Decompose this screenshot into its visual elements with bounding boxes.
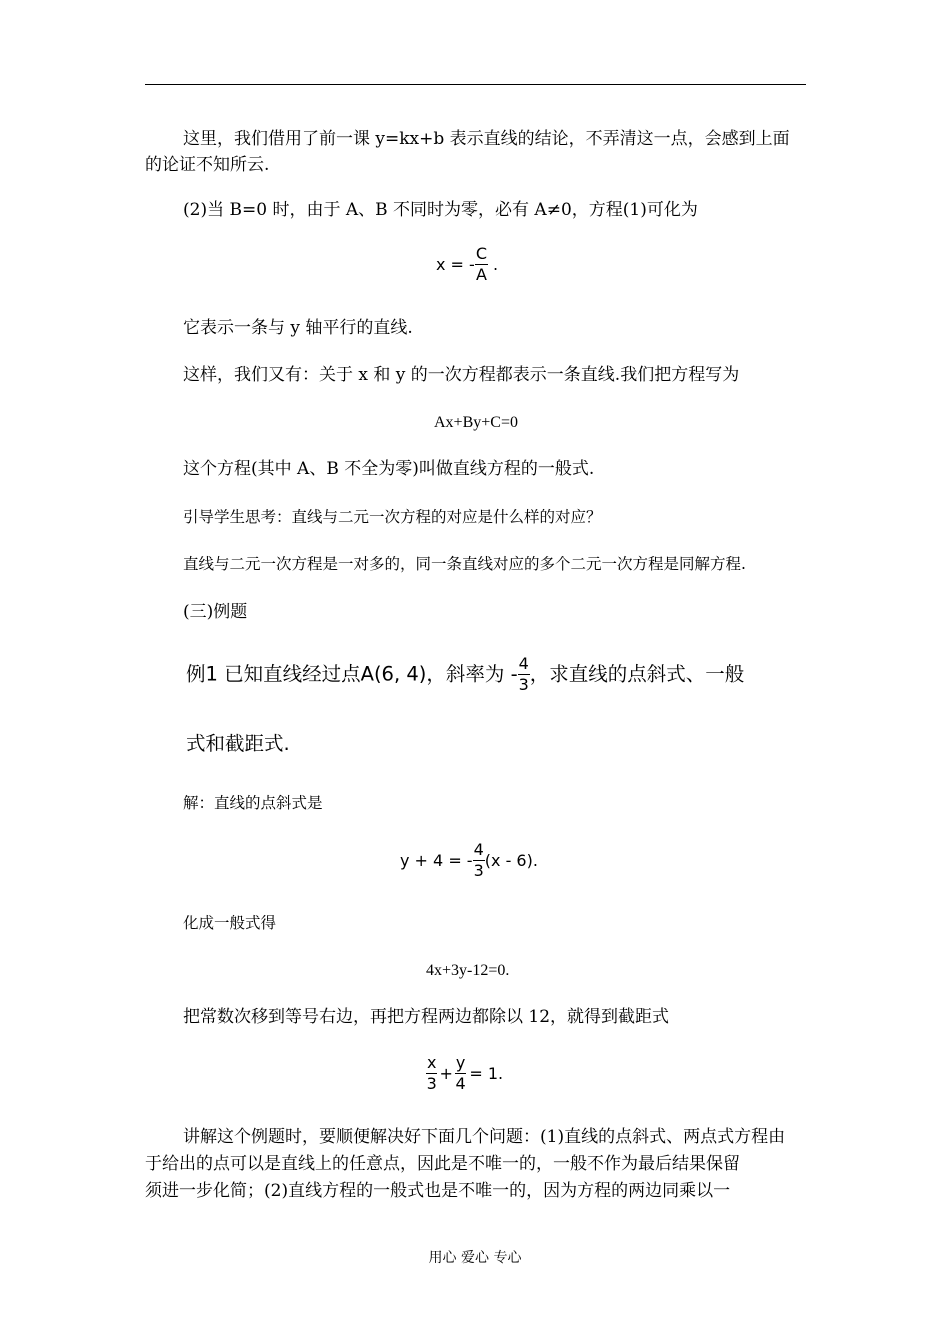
para3: 它表示一条与 y 轴平行的直线. xyxy=(183,318,413,338)
para6: 引导学生思考：直线与二元一次方程的对应是什么样的对应？ xyxy=(183,508,602,526)
para1-line2: 的论证不知所云. xyxy=(145,155,270,175)
para8-line3: 须进一步化简；(2)直线方程的一般式也是不唯一的，因为方程的两边同乘以一 xyxy=(145,1181,731,1201)
numerator: y xyxy=(455,1053,466,1072)
solution-step2: 化成一般式得 xyxy=(183,914,277,932)
example-1-line2: 式和截距式. xyxy=(186,732,290,755)
general-equation: Ax+By+C=0 xyxy=(434,414,518,431)
section-heading: (三)例题 xyxy=(183,602,248,622)
intercept-equation xyxy=(426,1055,503,1092)
para4: 这样，我们又有：关于 x 和 y 的一次方程都表示一条直线.我们把方程写为 xyxy=(183,365,740,385)
fraction-y-over-4 xyxy=(455,1055,466,1092)
solution-intro: 解：直线的点斜式是 xyxy=(183,794,323,812)
numerator: 4 xyxy=(473,840,484,859)
point-slope-lhs: y + 4 = - xyxy=(400,851,473,870)
para1-line1: 这里，我们借用了前一课 y=kx+b 表示直线的结论，不弄清这一点，会感到上面 xyxy=(183,129,790,149)
fraction-4-over-3 xyxy=(473,842,485,879)
numerator: C xyxy=(475,244,487,263)
solution-step3: 把常数次移到等号右边，再把方程两边都除以 12，就得到截距式 xyxy=(183,1007,670,1027)
denominator: 3 xyxy=(473,861,484,880)
numerator: x xyxy=(427,1053,437,1072)
example-1-line1 xyxy=(186,656,744,693)
header-rule xyxy=(145,84,806,85)
para8-line2: 于给出的点可以是直线上的任意点，因此是不唯一的，一般不作为最后结果保留 xyxy=(145,1154,740,1174)
point-slope-tail: (x - 6). xyxy=(484,851,538,870)
numerator: 4 xyxy=(518,654,529,673)
example-suffix: ，求直线的点斜式、一般 xyxy=(529,662,745,686)
denominator: 3 xyxy=(426,1074,437,1093)
fraction-c-over-a xyxy=(475,246,488,283)
denominator: 4 xyxy=(455,1074,466,1093)
example-prefix: 例1 已知直线经过点A(6, 4)，斜率为 - xyxy=(186,662,518,686)
denominator: A xyxy=(475,265,487,284)
para5: 这个方程(其中 A、B 不全为零)叫做直线方程的一般式. xyxy=(183,459,595,479)
point-slope-equation xyxy=(400,842,538,879)
general-form-result: 4x+3y-12=0. xyxy=(426,962,510,979)
para8-line1: 讲解这个例题时，要顺便解决好下面几个问题：(1)直线的点斜式、两点式方程由 xyxy=(183,1127,786,1147)
para7: 直线与二元一次方程是一对多的，同一条直线对应的多个二元一次方程是同解方程. xyxy=(183,555,746,573)
equation-x xyxy=(436,246,498,283)
fraction-4-over-3 xyxy=(518,656,530,693)
intercept-tail: = 1. xyxy=(469,1064,504,1083)
equation-x-lhs: x = - xyxy=(436,255,475,274)
para2: (2)当 B=0 时，由于 A、B 不同时为零，必有 A≠0，方程(1)可化为 xyxy=(183,200,698,220)
equation-x-tail: . xyxy=(493,255,499,274)
fraction-x-over-3 xyxy=(426,1055,437,1092)
page-footer: 用心 爱心 专心 xyxy=(428,1250,522,1266)
denominator: 3 xyxy=(518,675,529,694)
plus-sign: + xyxy=(439,1064,453,1083)
